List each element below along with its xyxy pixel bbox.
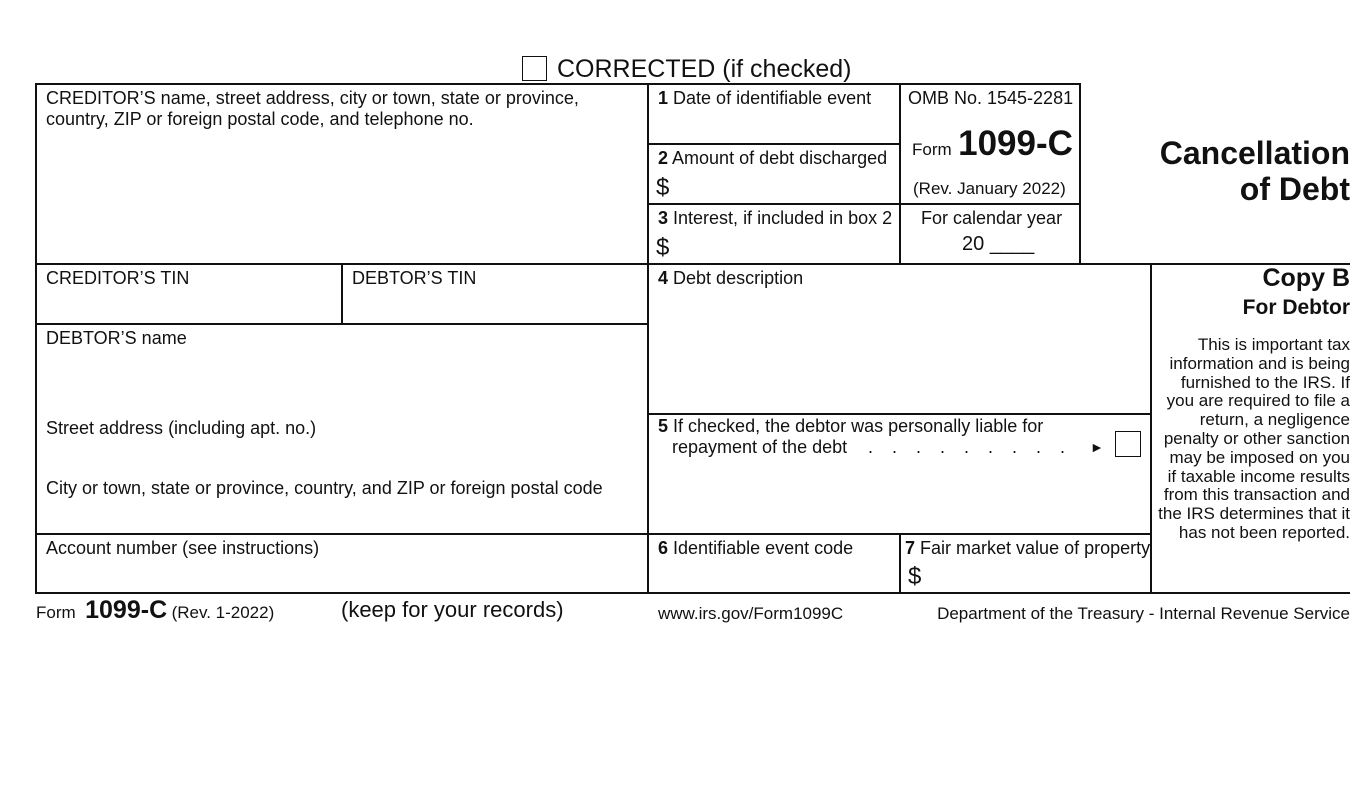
box2-number: 2 xyxy=(658,148,669,168)
box5-label-line1 xyxy=(658,416,1043,437)
box2-dollar-sign: $ xyxy=(656,174,670,201)
form-left-border xyxy=(35,83,37,594)
footer-revision: (Rev. 1-2022) xyxy=(171,603,275,622)
account-number-label: Account number (see instructions) xyxy=(46,538,320,558)
box5-arrow-icon: ► xyxy=(1090,439,1104,455)
debtor-tin-label: DEBTOR’S TIN xyxy=(352,268,477,288)
omb-number: OMB No. 1545-2281 xyxy=(908,88,1074,108)
box4-text: Debt description xyxy=(673,268,804,288)
form-title-line2: of Debt xyxy=(1239,171,1350,207)
copy-title: Copy B xyxy=(1262,264,1350,292)
box5-text-line2: repayment of the debt xyxy=(672,437,848,457)
box2-label xyxy=(658,148,887,169)
box1-number: 1 xyxy=(658,88,669,108)
debtor-street-label: Street address (including apt. no.) xyxy=(46,418,317,438)
corrected-checkbox[interactable] xyxy=(522,56,547,81)
box1-text: Date of identifiable event xyxy=(673,88,872,108)
divider-copy-column xyxy=(1150,263,1152,594)
box2-text: Amount of debt discharged xyxy=(672,148,888,168)
footer-form-number: 1099-C xyxy=(85,596,168,624)
divider-box4-box5 xyxy=(648,413,1151,415)
box3-label xyxy=(658,208,892,229)
box7-label xyxy=(905,538,1150,559)
footer-url[interactable]: www.irs.gov/Form1099C xyxy=(658,604,844,623)
footer-form-word: Form xyxy=(36,603,76,622)
divider-omb-right xyxy=(1079,83,1081,264)
footer-department: Department of the Treasury - Internal Revenue Service xyxy=(937,604,1350,623)
divider-creditor-box1 xyxy=(647,83,649,594)
form-number: 1099-C xyxy=(958,124,1073,163)
copy-notice: This is important tax information and is being furnished to the IRS. If you are required to file a return, a negligence penalty or other sanction may be imposed on you if taxable income results from this transaction and the IRS determines that it has not been reported. xyxy=(1158,335,1350,542)
divider-boxes-omb xyxy=(899,83,901,264)
box6-number: 6 xyxy=(658,538,669,558)
box5-number: 5 xyxy=(658,416,669,436)
form-revision: (Rev. January 2022) xyxy=(913,179,1066,198)
box6-label xyxy=(658,538,853,559)
form-bottom-border xyxy=(35,592,1350,594)
debtor-city-label: City or town, state or province, country, and ZIP or foreign postal code xyxy=(46,478,603,498)
form-top-border xyxy=(35,83,1080,85)
box5-leader-dots: . . . . . . . . . xyxy=(868,437,1073,457)
box4-number: 4 xyxy=(658,268,669,288)
footer-form-id xyxy=(36,596,274,625)
creditor-tin-label: CREDITOR’S TIN xyxy=(46,268,190,288)
form-id xyxy=(912,124,1073,164)
form-word: Form xyxy=(912,140,952,159)
box7-dollar-sign: $ xyxy=(908,563,922,590)
debtor-name-label: DEBTOR’S name xyxy=(46,328,187,348)
box4-label xyxy=(658,268,803,289)
box5-checkbox[interactable] xyxy=(1115,431,1141,457)
box6-text: Identifiable event code xyxy=(673,538,854,558)
calendar-year-field[interactable] xyxy=(962,234,1034,255)
box1-label xyxy=(658,88,871,109)
box3-text: Interest, if included in box 2 xyxy=(673,208,893,228)
box7-text: Fair market value of property xyxy=(920,538,1151,558)
divider-row2 xyxy=(35,263,1350,265)
creditor-name-label: CREDITOR’S name, street address, city or town, state or province, country, ZIP or foreign postal code, and telephone no. xyxy=(46,88,579,129)
divider-box1-box2 xyxy=(648,143,900,145)
divider-box6-box7 xyxy=(899,533,901,594)
box5-text-line1: If checked, the debtor was personally liable for xyxy=(673,416,1044,436)
box3-dollar-sign: $ xyxy=(656,234,670,261)
calendar-year-label: For calendar year xyxy=(921,208,1063,228)
corrected-label: CORRECTED (if checked) xyxy=(557,55,852,83)
footer-keep-note: (keep for your records) xyxy=(341,597,564,622)
year-blank: ____ xyxy=(989,233,1035,255)
year-prefix: 20 xyxy=(962,233,985,255)
form-title-line1: Cancellation xyxy=(1159,135,1350,171)
copy-subtitle: For Debtor xyxy=(1242,296,1350,319)
box7-number: 7 xyxy=(905,538,916,558)
box3-number: 3 xyxy=(658,208,669,228)
divider-tin-columns xyxy=(341,263,343,325)
divider-box2-box3 xyxy=(648,203,1080,205)
divider-row-account xyxy=(35,533,1151,535)
